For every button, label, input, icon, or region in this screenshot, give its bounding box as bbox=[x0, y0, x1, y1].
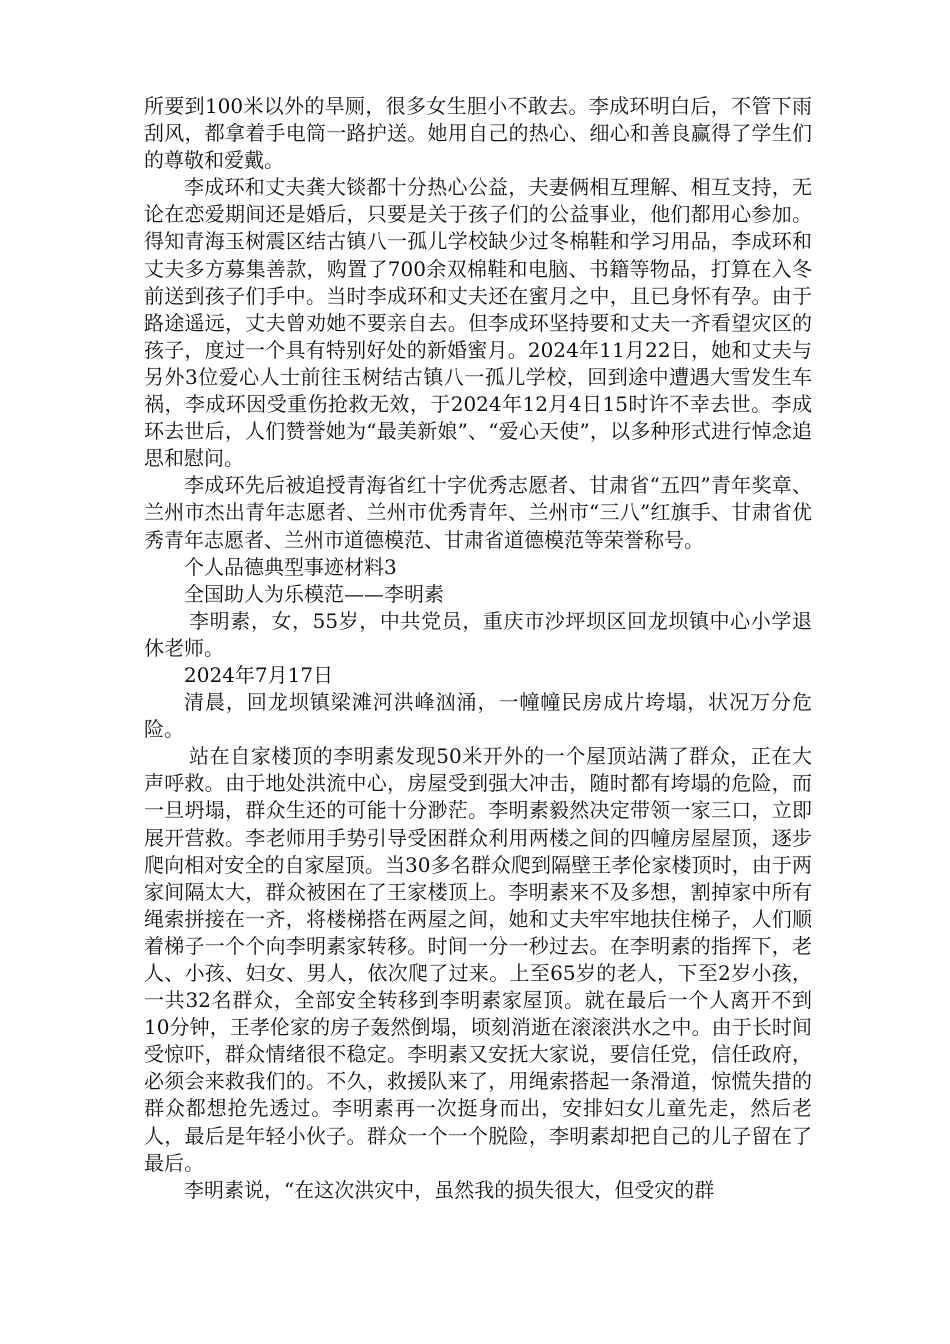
section-subtitle: 全国助人为乐模范——李明素 bbox=[184, 581, 444, 606]
paragraph-date: 2024年7月17日 bbox=[184, 662, 334, 687]
document-page bbox=[144, 93, 812, 1204]
paragraph-morning: 清晨，回龙坝镇梁滩河洪峰汹涌，一幢幢民房成片垮塌，状况万分危险。 bbox=[144, 690, 812, 742]
section-heading: 个人品德典型事迹材料3 bbox=[184, 554, 397, 579]
paragraph-quote: 李明素说，“在这次洪灾中，虽然我的损失很大，但受灾的群 bbox=[184, 1177, 715, 1202]
paragraph-rescue: 站在自家楼顶的李明素发现50米开外的一个屋顶站满了群众，正在大声呼救。由于地处洪流中心，房屋受到强大冲击，随时都有垮塌的危险，而一旦坍塌，群众生还的可能十分渺茫。李明素毅然决定带领一家三口，立即展开营救。李老师用手势引导受困群众利用两楼之间的四幢房屋屋顶，逐步爬向相对安全的自家屋顶。当30多名群众爬到隔壁王孝伦家楼顶时，由于两家间隔太大，群众被困在了王家楼顶上。李明素来不及多想，割掉家中所有绳索拼接在一齐，将楼梯搭在两屋之间，她和丈夫牢牢地扶住梯子，人们顺着梯子一个个向李明素家转移。时间一分一秒过去。在李明素的指挥下，老人、小孩、妇女、男人，依次爬了过来。上至65岁的老人，下至2岁小孩，一共32名群众，全部安全转移到李明素家屋顶。就在最后一个人离开不到10分钟，王孝伦家的房子轰然倒塌，顷刻消逝在滚滚洪水之中。由于长时间受惊吓，群众情绪很不稳定。李明素又安抚大家说，要信任党，信任政府，必须会来救我们的。不久，救援队来了，用绳索搭起一条滑道，惊慌失措的群众都想抢先透过。李明素再一次挺身而出，安排妇女儿童先走，然后老人，最后是年轻小伙子。群众一个一个脱险，李明素却把自己的儿子留在了最后。 bbox=[144, 744, 812, 1175]
paragraph-honors: 李成环先后被追授青海省红十字优秀志愿者、甘肃省“五四”青年奖章、兰州市杰出青年志愿者、兰州市优秀青年、兰州市“三八”红旗手、甘肃省优秀青年志愿者、兰州市道德模范、甘肃省道德模范等荣誉称号。 bbox=[144, 473, 812, 552]
paragraph-continuation: 所要到100米以外的旱厕，很多女生胆小不敢去。李成环明白后，不管下雨刮风，都拿着手电筒一路护送。她用自己的热心、细心和善良赢得了学生们的尊敬和爱戴。 bbox=[144, 94, 812, 173]
paragraph-public-welfare: 李成环和丈夫龚大锬都十分热心公益，夫妻俩相互理解、相互支持，无论在恋爱期间还是婚后，只要是关于孩子们的公益事业，他们都用心参加。得知青海玉树震区结古镇八一孤儿学校缺少过冬棉鞋和学习用品，李成环和丈夫多方募集善款，购置了700余双棉鞋和电脑、书籍等物品，打算在入冬前送到孩子们手中。当时李成环和丈夫还在蜜月之中，且已身怀有孕。由于路途遥远，丈夫曾劝她不要亲自去。但李成环坚持要和丈夫一齐看望灾区的孩子，度过一个具有特别好处的新婚蜜月。2024年11月22日，她和丈夫与另外3位爱心人士前往玉树结古镇八一孤儿学校，回到途中遭遇大雪发生车祸，李成环因受重伤抢救无效，于2024年12月4日15时许不幸去世。李成环去世后，人们赞誉她为“最美新娘”、“爱心天使”，以多种形式进行悼念追思和慰问。 bbox=[144, 175, 812, 471]
paragraph-profile: 李明素，女，55岁，中共党员，重庆市沙坪坝区回龙坝镇中心小学退休老师。 bbox=[144, 608, 812, 660]
